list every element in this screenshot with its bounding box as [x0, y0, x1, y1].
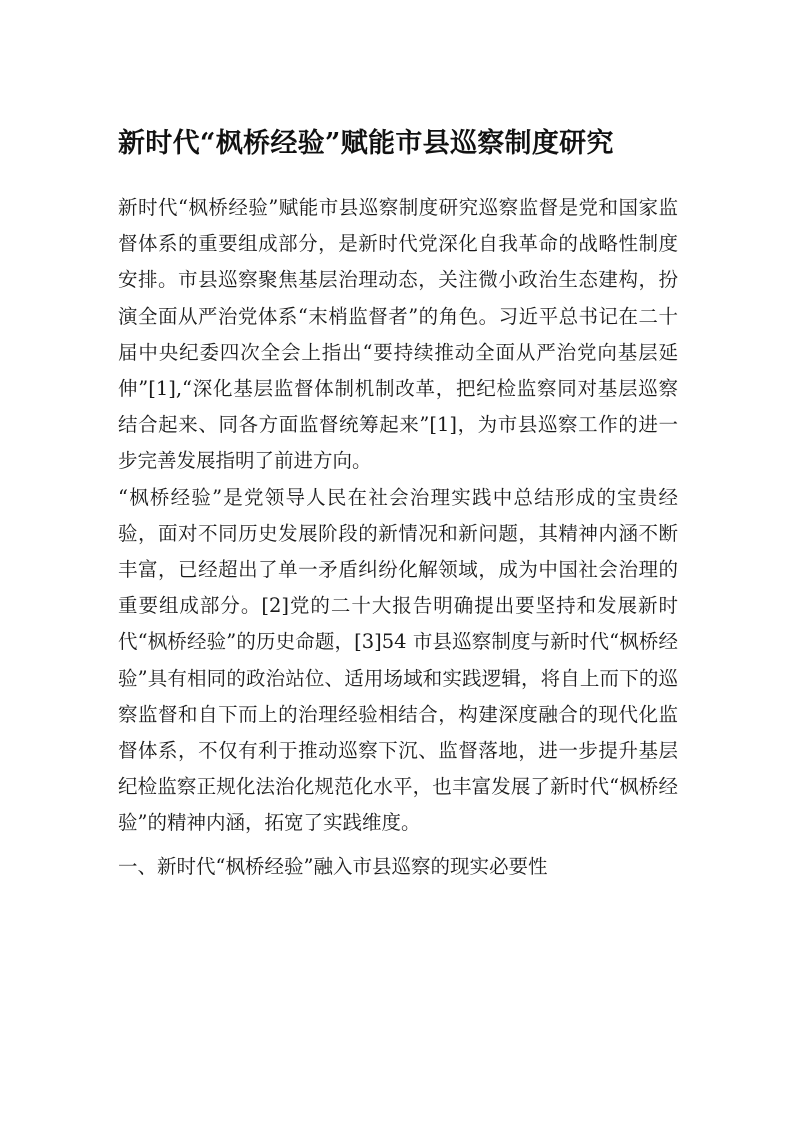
section-heading: 一、新时代“枫桥经验”融入市县巡察的现实必要性: [118, 854, 548, 878]
document-body: [118, 190, 678, 885]
paragraph-intro: 新时代“枫桥经验”赋能市县巡察制度研究巡察监督是党和国家监督体系的重要组成部分，是新时代党深化自我革命的战略性制度安排。市县巡察聚焦基层治理动态，关注微小政治生态建构，扮演全面从严治党体系“末梢监督者”的角色。习近平总书记在二十届中央纪委四次全会上指出“要持续推动全面从严治党向基层延伸”[1],“深化基层监督体制机制改革，把纪检监察同对基层巡察结合起来、同各方面监督统筹起来”[1]，为市县巡察工作的进一步完善发展指明了前进方向。: [118, 196, 678, 473]
paragraph-fengqiao: “枫桥经验”是党领导人民在社会治理实践中总结形成的宝贵经验，面对不同历史发展阶段的新情况和新问题，其精神内涵不断丰富，已经超出了单一矛盾纠纷化解领域，成为中国社会治理的重要组成部分。[2]党的二十大报告明确提出要坚持和发展新时代“枫桥经验”的历史命题，[3]54 市县巡察制度与新时代“枫桥经验”具有相同的政治站位、适用场域和实践逻辑，将自上而下的巡察监督和自下而上的治理经验相结合，构建深度融合的现代化监督体系，不仅有利于推动巡察下沉、监督落地，进一步提升基层纪检监察正规化法治化规范化水平，也丰富发展了新时代“枫桥经验”的精神内涵，拓宽了实践维度。: [118, 485, 678, 835]
document-title: 新时代“枫桥经验”赋能市县巡察制度研究: [118, 128, 614, 159]
